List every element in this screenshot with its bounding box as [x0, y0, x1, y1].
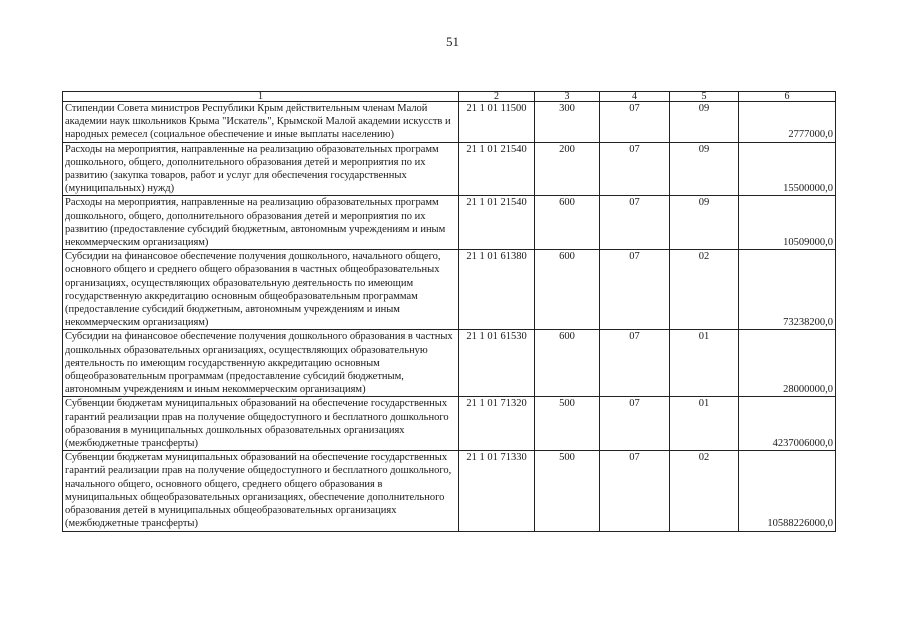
column-header-3: 3: [535, 92, 600, 102]
row-amount: 4237006000,0: [739, 397, 836, 451]
row-name: Субсидии на финансовое обеспечение получения дошкольного образования в частных дошкольных образовательных организациях, осуществляющих образовательную деятельность по имеющим государственную аккредитацию основным общеобразовательным программам (предоставление субсидий бюджетным, автономным учреждениям и иным некоммерческим организациям): [63, 330, 459, 397]
row-expense-type-code: 600: [535, 330, 600, 397]
row-section-code: 07: [600, 330, 670, 397]
row-target-article-code: 21 1 01 71330: [459, 451, 535, 531]
row-section-code: 07: [600, 397, 670, 451]
column-header-4: 4: [600, 92, 670, 102]
row-section-code: 07: [600, 102, 670, 143]
row-expense-type-code: 600: [535, 250, 600, 330]
row-target-article-code: 21 1 01 61380: [459, 250, 535, 330]
row-section-code: 07: [600, 142, 670, 196]
table-row: [63, 102, 836, 143]
column-header-2: 2: [459, 92, 535, 102]
table-row: [63, 397, 836, 451]
row-amount: 2777000,0: [739, 102, 836, 143]
row-section-code: 07: [600, 451, 670, 531]
page-number: 51: [446, 34, 459, 49]
row-target-article-code: 21 1 01 61530: [459, 330, 535, 397]
table-row: [63, 142, 836, 196]
row-subsection-code: 09: [670, 102, 739, 143]
row-expense-type-code: 300: [535, 102, 600, 143]
row-subsection-code: 01: [670, 330, 739, 397]
row-subsection-code: 02: [670, 250, 739, 330]
row-name: Субвенции бюджетам муниципальных образований на обеспечение государственных гарантий реализации прав на получение общедоступного и бесплатного дошкольного, начального общего, основного общего, среднего общего образования в муниципальных общеобразовательных организациях, обеспечение дополнительного образования детей в муниципальных общеобразовательных организациях (межбюджетные трансферты): [63, 451, 459, 531]
row-amount: 10588226000,0: [739, 451, 836, 531]
row-expense-type-code: 200: [535, 142, 600, 196]
row-subsection-code: 01: [670, 397, 739, 451]
row-amount: 15500000,0: [739, 142, 836, 196]
table-row: [63, 250, 836, 330]
row-section-code: 07: [600, 250, 670, 330]
row-expense-type-code: 500: [535, 451, 600, 531]
row-section-code: 07: [600, 196, 670, 250]
row-amount: 10509000,0: [739, 196, 836, 250]
row-subsection-code: 02: [670, 451, 739, 531]
row-subsection-code: 09: [670, 196, 739, 250]
row-name: Субсидии на финансовое обеспечение получения дошкольного, начального общего, основного общего и среднего общего образования в частных общеобразовательных организациях, осуществляющих образовательную деятельность по имеющим государственную аккредитацию основным общеобразовательным программам (предоставление субсидий бюджетным, автономным учреждениям и иным некоммерческим организациям): [63, 250, 459, 330]
row-name: Стипендии Совета министров Республики Крым действительным членам Малой академии наук школьников Крыма "Искатель", Крымской Малой академии искусств и народных ремесел (социальное обеспечение и иные выплаты населению): [63, 102, 459, 143]
row-name: Субвенции бюджетам муниципальных образований на обеспечение государственных гарантий реализации прав на получение общедоступного и бесплатного дошкольного образования в муниципальных дошкольных образовательных организациях (межбюджетные трансферты): [63, 397, 459, 451]
table-row: [63, 196, 836, 250]
row-name: Расходы на мероприятия, направленные на реализацию образовательных программ дошкольного, общего, дополнительного образования детей и мероприятия по их развитию (закупка товаров, работ и услуг для обеспечения государственных (муниципальных) нужд): [63, 142, 459, 196]
row-subsection-code: 09: [670, 142, 739, 196]
row-amount: 73238200,0: [739, 250, 836, 330]
table-row: [63, 330, 836, 397]
row-target-article-code: 21 1 01 21540: [459, 196, 535, 250]
budget-table: [62, 91, 836, 532]
row-target-article-code: 21 1 01 71320: [459, 397, 535, 451]
row-amount: 28000000,0: [739, 330, 836, 397]
row-target-article-code: 21 1 01 11500: [459, 102, 535, 143]
row-expense-type-code: 600: [535, 196, 600, 250]
row-name: Расходы на мероприятия, направленные на реализацию образовательных программ дошкольного, общего, дополнительного образования детей и мероприятия по их развитию (предоставление субсидий бюджетным, автономным учреждениям и иным некоммерческим организациям): [63, 196, 459, 250]
column-header-5: 5: [670, 92, 739, 102]
row-target-article-code: 21 1 01 21540: [459, 142, 535, 196]
header-row: [63, 92, 836, 102]
column-header-1: 1: [63, 92, 459, 102]
column-header-6: 6: [739, 92, 836, 102]
table-row: [63, 451, 836, 531]
row-expense-type-code: 500: [535, 397, 600, 451]
